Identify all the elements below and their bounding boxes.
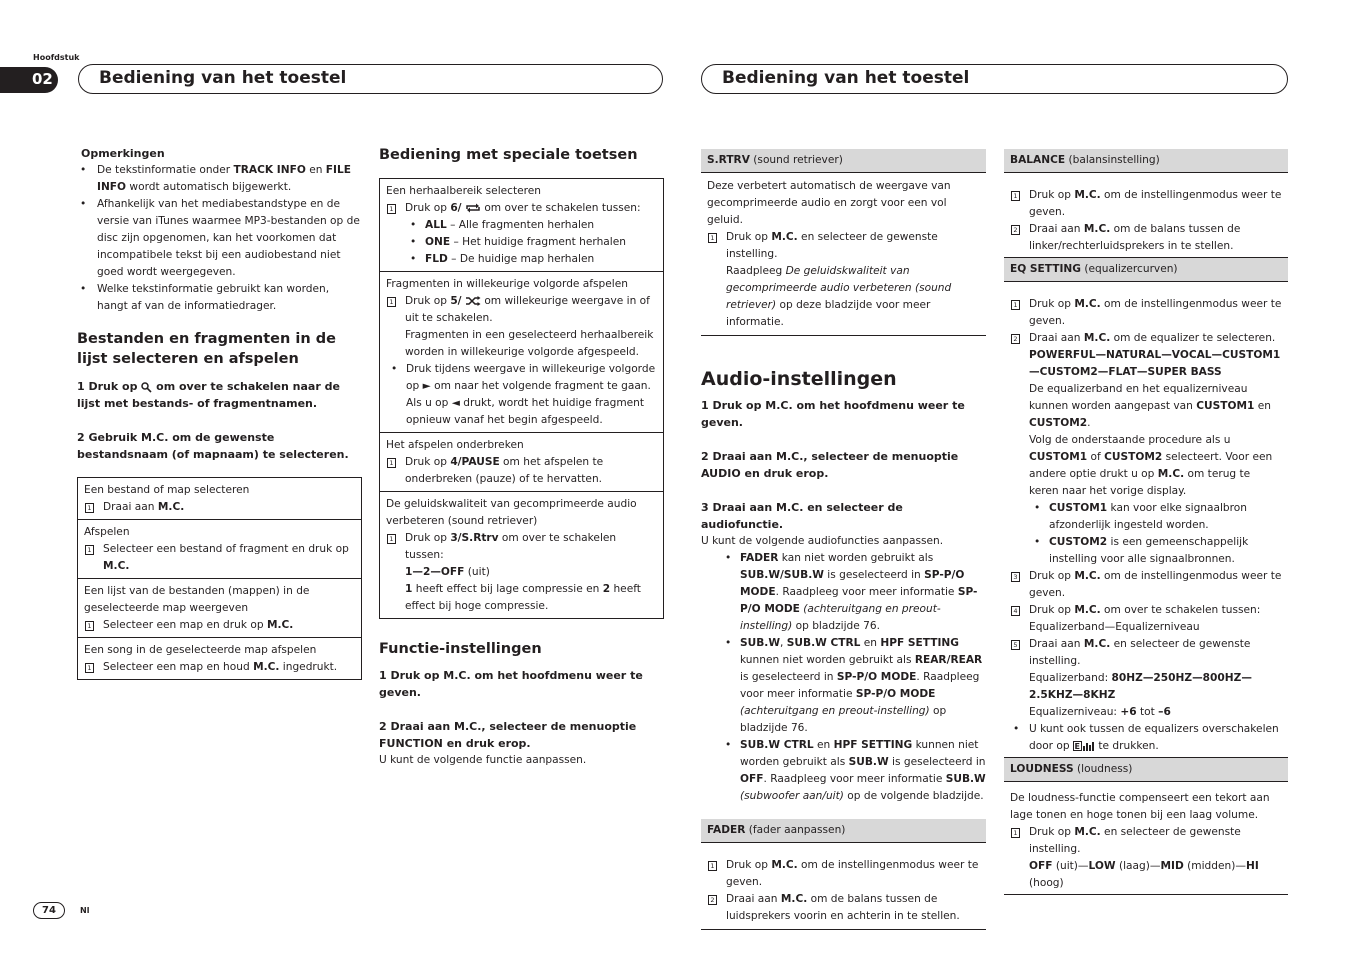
list-item: • FADER kan niet worden gebruikt als SUB.W/SUB.W is geselecteerd in SP-P/O MODE. Raadpleeg voor meer informatie SP-P/O MODE (achteruitgang en preout-instelling) op bladzijde 76. xyxy=(720,550,986,635)
section-heading: Bestanden en fragmenten in de lijst selecteren en afspelen xyxy=(77,331,336,367)
column-2 xyxy=(379,145,664,769)
table-row: Een herhaalbereik selecteren 1 Druk op 6/ om over te schakelen tussen: • ALL – Alle fragmenten herhalen • ONE – Het huidige fragment herhalen • FLD – De huidige map herhalen xyxy=(380,179,663,271)
search-icon xyxy=(141,382,152,393)
language-label: Nl xyxy=(80,906,90,915)
table-row: Fragmenten in willekeurige volgorde afspelen 1 Druk op 5/ om willekeurige weergave in of uit te schakelen. Fragmenten in een geselecteerd herhaalbereik worden in willekeurige volgorde afgespeeld. • Druk tijdens weergave in willekeurige volgorde op ► om naar het volgende fragment te gaan. Als u op ◄ drukt, wordt het huidige fragment opnieuw vanaf het begin afgespeeld. xyxy=(380,271,663,432)
step-2: 2 Draai aan M.C., selecteer de menuoptie FUNCTION en druk erop. xyxy=(379,720,637,750)
column-1 xyxy=(77,145,362,680)
column-4: BALANCE (balansinstelling) 1 Druk op M.C. om de instellingenmodus weer te geven. 2 Draai aan M.C. om de balans tussen de linker/rechterluidsprekers in te stellen. EQ SETTING (equalizercurven) 1 Druk op M.C. om de instellingenmodus weer te geven. 2 Draai aan M.C. om de equalizer te selecteren. POWERFUL—NATURAL—VOCAL—CUSTOM1—CUSTOM2—FLAT—SUPER BASS De equalizerband en het equalizerniveau kunnen worden aangepast van CUSTOM1 en CUSTOM2. Volg de onderstaande procedure als u CUSTOM1 of CUSTOM2 selecteert. Voor een andere optie drukt u op M.C. om terug te keren naar het vorige display. • CUSTOM1 kan voor elke signaalbron afzonderlijk ingesteld worden. • CUSTOM2 is een gemeenschappelijk instelling voor alle signaalbronnen. 3 Druk op M.C. om de instellingenmodus weer te geven. 4 Druk op M.C. om over te schakelen tussen: Equalizerband—Equalizerniveau 5 Draai aan M.C. en selecteer de gewenste instelling. Equalizerband: 80HZ—250HZ—800HZ—2.5KHZ—8KHZ Equalizerniveau: +6 tot –6 • U kunt ook tussen de equalizers overschakelen door op E te drukken. LOUDNESS (loudness) De loudness-functie compenseert een tekort aan lage tonen en hoge tonen bij een laag volume. 1 Druk op M.C. en selecteer de gewenste instelling. OFF (uit)—LOW (laag)—MID (midden)—HI (hoog) xyxy=(1004,149,1288,895)
list-item: • U kunt ook tussen de equalizers overschakelen door op E te drukken. xyxy=(1010,721,1282,755)
body-text: U kunt de volgende functie aanpassen. xyxy=(379,754,587,766)
section-heading: Bediening met speciale toetsen xyxy=(379,147,638,163)
chapter-label: Hoofdstuk xyxy=(33,53,80,62)
list-item: • ALL – Alle fragmenten herhalen xyxy=(405,217,657,234)
list-item: • CUSTOM2 is een gemeenschappelijk instelling voor alle signaalbronnen. xyxy=(1029,534,1282,568)
list-item: • ONE – Het huidige fragment herhalen xyxy=(405,234,657,251)
list-item: • Druk tijdens weergave in willekeurige volgorde op ► om naar het volgende fragment te gaan. Als u op ◄ drukt, wordt het huidige fragment opnieuw vanaf het begin afgespeeld. xyxy=(386,361,657,429)
list-item: • SUB.W CTRL en HPF SETTING kunnen niet worden gebruikt als SUB.W is geselecteerd in OFF. Raadpleeg voor meer informatie SUB.W (subwoofer aan/uit) op de volgende bladzijde. xyxy=(720,737,986,805)
section-header: S.RTRV (sound retriever) xyxy=(701,149,986,173)
note-item: • Afhankelijk van het mediabestandstype en de versie van iTunes waarmee MP3-bestanden op de disc zijn opgenomen, kan het voorkomen dat incompatibele tekst bij een audiobestand niet goed wordt weergegeven. xyxy=(77,196,362,281)
select-table xyxy=(77,477,362,680)
repeat-icon xyxy=(465,203,481,213)
svg-text:E: E xyxy=(1074,742,1080,751)
eq-icon xyxy=(1073,741,1095,751)
body-text: U kunt de volgende audiofuncties aanpassen. xyxy=(701,535,944,547)
step-1: 1 Druk op M.C. om het hoofdmenu weer te geven. xyxy=(701,399,965,429)
list-item: • CUSTOM1 kan voor elke signaalbron afzonderlijk ingesteld worden. xyxy=(1029,500,1282,534)
table-row: Een lijst van de bestanden (mappen) in de geselecteerde map weergeven 1 Selecteer een map en druk op M.C. xyxy=(78,578,361,637)
step-3: 3 Draai aan M.C. en selecteer de audiofunctie. xyxy=(701,501,903,531)
shuffle-icon xyxy=(465,296,481,306)
page-title-left: Bediening van het toestel xyxy=(78,64,663,94)
table-row: Afspelen 1 Selecteer een bestand of fragment en druk op M.C. xyxy=(78,519,361,578)
list-item: • FLD – De huidige map herhalen xyxy=(405,251,657,268)
note-item: • De tekstinformatie onder TRACK INFO en FILE INFO wordt automatisch bijgewerkt. xyxy=(77,162,362,196)
step-2: 2 Draai aan M.C., selecteer de menuoptie AUDIO en druk erop. xyxy=(701,450,959,480)
column-3 xyxy=(701,149,986,930)
table-row: Een bestand of map selecteren 1 Draai aan M.C. xyxy=(84,484,250,513)
step-2: 2 Gebruik M.C. om de gewenste bestandsnaam (of mapnaam) te selecteren. xyxy=(77,431,349,461)
table-row: Het afspelen onderbreken 1 Druk op 4/PAUSE om het afspelen te onderbreken (pauze) of te hervatten. xyxy=(380,432,663,491)
fader-section: FADER (fader aanpassen) 1 Druk op M.C. om de instellingenmodus weer te geven. 2 Draai aan M.C. om de balans tussen de luidsprekers voorin en achterin in te stellen. xyxy=(701,819,986,930)
section-heading: Audio-instellingen xyxy=(701,368,897,390)
note-item: • Welke tekstinformatie gebruikt kan worden, hangt af van de informatiedrager. xyxy=(77,281,362,315)
chapter-number: 02 xyxy=(0,67,58,93)
section-header: LOUDNESS (loudness) xyxy=(1004,757,1288,782)
section-header: EQ SETTING (equalizercurven) xyxy=(1004,257,1288,282)
page-number: 74 xyxy=(33,902,65,919)
step-1: 1 Druk op om over te schakelen naar de lijst met bestands- of fragmentnamen. xyxy=(77,380,340,410)
section-heading: Functie-instellingen xyxy=(379,641,542,657)
table-row: Een song in de geselecteerde map afspelen 1 Selecteer een map en houd M.C. ingedrukt. xyxy=(78,637,361,679)
section-header: FADER (fader aanpassen) xyxy=(701,819,986,843)
table-row: De geluidskwaliteit van gecomprimeerde audio verbeteren (sound retriever) 1 Druk op 3/S.Rtrv om over te schakelen tussen: 1—2—OFF (uit) 1 heeft effect bij lage compressie en 2 heeft effect bij hoge compressie. xyxy=(380,491,663,618)
page-title-right: Bediening van het toestel xyxy=(701,64,1288,94)
special-keys-table xyxy=(379,178,664,619)
srtrv-section: S.RTRV (sound retriever) Deze verbetert automatisch de weergave van gecomprimeerde audio en zorgt voor een vol geluid. 1 Druk op M.C. en selecteer de gewenste instelling. Raadpleeg De geluidskwaliteit van gecomprimeerde audio verbeteren (sound retriever) op deze bladzijde voor meer informatie. xyxy=(701,149,986,336)
step-1: 1 Druk op M.C. om het hoofdmenu weer te geven. xyxy=(379,669,643,699)
notes-heading: Opmerkingen xyxy=(81,147,165,160)
section-header: BALANCE (balansinstelling) xyxy=(1004,149,1288,173)
list-item: • SUB.W, SUB.W CTRL en HPF SETTING kunnen niet worden gebruikt als REAR/REAR is geselecteerd in SP-P/O MODE. Raadpleeg voor meer informatie SP-P/O MODE (achteruitgang en preout-instelling) op bladzijde 76. xyxy=(720,635,986,737)
